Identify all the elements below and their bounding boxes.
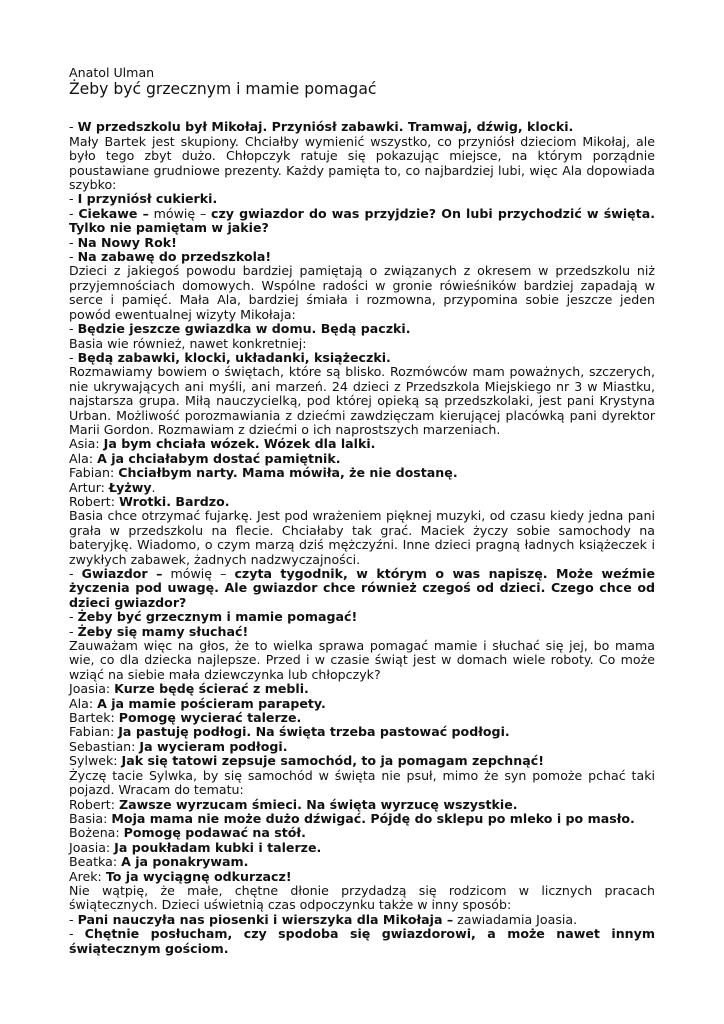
bold-text: Będzie jeszcze gwiazdka w domu. Będą paczki. — [77, 321, 411, 337]
bold-text: W przedszkolu był Mikołaj. Przyniósł zabawki. Tramwaj, dźwig, klocki. — [77, 119, 574, 135]
text-run: Mały Bartek jest skupiony. Chciałby wymienić wszystko, co przyniósł dzieciom Mikołaj, ale było tego zbyt dużo. Chłopczyk ratuje się pokazując miejsce, na którym porządnie poustawiane grudniowe prezenty. Każdy pamięta to, co najbardziej lubi, więc Ala dopowiada szybko: — [69, 133, 655, 193]
text-run: Basia wie również, nawet konkretniej: — [69, 335, 307, 351]
bold-text: Ja poukładam kubki i talerze. — [114, 839, 322, 855]
text-run: - — [69, 623, 78, 639]
bold-text: Ja pastuję podłogi. Na święta trzeba pastować podłogi. — [118, 724, 510, 740]
paragraph — [69, 798, 655, 812]
paragraph — [69, 855, 655, 869]
paragraph — [69, 509, 655, 567]
text-run: - — [69, 911, 78, 927]
text-run: Bożena: — [69, 825, 124, 841]
bold-text: Pani nauczyła nas piosenki i wierszyka dla Mikołaja – — [77, 911, 454, 927]
bold-text: Łyżwy — [108, 479, 152, 495]
text-run: Ala: — [69, 450, 98, 466]
text-run: - — [69, 566, 82, 581]
bold-text: Pomogę wycierać talerze. — [118, 710, 302, 726]
text-run: . — [151, 479, 156, 495]
paragraph — [69, 625, 655, 639]
bold-text: Ja wycieram podłogi. — [139, 738, 288, 754]
paragraph — [69, 337, 655, 351]
text-run: - — [69, 205, 79, 221]
paragraph — [69, 207, 655, 236]
paragraph — [69, 351, 655, 365]
paragraph — [69, 192, 655, 206]
paragraph — [69, 812, 655, 826]
bold-text: Ja bym chciała wózek. Wózek dla lalki. — [103, 436, 376, 452]
text-run: - — [69, 234, 78, 250]
paragraph — [69, 365, 655, 437]
paragraph — [69, 711, 655, 725]
paragraph — [69, 120, 655, 134]
bold-text: A ja ponakrywam. — [121, 854, 249, 870]
text-run: - — [69, 321, 78, 337]
text-run: Joasia: — [69, 681, 115, 697]
paragraph — [69, 322, 655, 336]
text-run: Asia: — [69, 436, 104, 452]
bold-text: Na Nowy Rok! — [77, 234, 177, 250]
bold-text: Wrotki. Bardzo. — [119, 493, 230, 509]
bold-text: Kurze będę ścierać z mebli. — [114, 681, 309, 697]
bold-text: To ja wyciągnę odkurzacz! — [105, 868, 292, 884]
paragraph — [69, 884, 655, 913]
bold-text: Moja mama nie może dużo dźwigać. Pójdę do sklepu po mleko i po masło. — [111, 810, 635, 826]
paragraph — [69, 682, 655, 696]
paragraph — [69, 135, 655, 193]
paragraph — [69, 466, 655, 480]
text-run: Robert: — [69, 796, 119, 812]
paragraph — [69, 913, 655, 927]
text-run: Joasia: — [69, 839, 115, 855]
paragraph — [69, 437, 655, 451]
bold-text: czy gwiazdor do was przyjdzie? On lubi przychodzić w święta. Tylko nie pamiętam w jakie? — [69, 205, 655, 236]
text-run: - — [69, 191, 78, 207]
text-run: Dzieci z jakiegoś powodu bardziej pamiętają o związanych z okresem w przedszkolu niż przyjemnościach domowych. Wspólne radości w gronie rówieśników bardziej zapadają w serce i pamięć. Mała Ala, bardziej śmiała i rozmowna, przypomina sobie jeszcze jeden powód ewentualnej wizyty Mikołaja: — [69, 263, 655, 322]
paragraph — [69, 927, 655, 956]
bold-text: I przyniósł cukierki. — [77, 191, 218, 207]
text-run: Nie wątpię, że małe, chętne dłonie przydadzą się rodzicom w licznych pracach świątecznych. Dzieci uświetnią czas odpoczynku także w inny sposób: — [69, 882, 655, 913]
bold-text: A ja mamie pościeram parapety. — [97, 695, 326, 711]
paragraph — [69, 697, 655, 711]
text-run: - — [69, 926, 85, 942]
text-run: mówię – — [162, 566, 235, 581]
text-run: Basia: — [69, 810, 112, 826]
bold-text: czyta tygodnik, w którym o was napiszę. Może weźmie życzenia pod uwagę. Ale gwiazdor chce również czegoś od dzieci. Czego chce od dzieci gwiazdor? — [69, 566, 655, 610]
paragraph — [69, 639, 655, 682]
bold-text: Jak się tatowi zepsuje samochód, to ja pomagam zepchnąć! — [121, 753, 544, 769]
text-run: Życzę tacie Sylwka, by się samochód w święta nie psuł, mimo że syn pomoże pchać taki pojazd. Wracam do tematu: — [69, 767, 655, 798]
paragraph — [69, 754, 655, 768]
text-run: - — [69, 249, 78, 265]
text-run: - — [69, 609, 78, 625]
bold-text: Żeby być grzecznym i mamie pomagać! — [77, 609, 358, 625]
paragraph — [69, 264, 655, 322]
text-run: zawiadamia Joasia. — [453, 911, 578, 927]
bold-text: Zawsze wyrzucam śmieci. Na święta wyrzucę wszystkie. — [119, 796, 518, 812]
text-run: Artur: — [69, 479, 109, 495]
text-run: mówię – — [148, 205, 211, 221]
bold-text: Na zabawę do przedszkola! — [77, 249, 272, 265]
article-body — [69, 120, 655, 956]
bold-text: Pomogę podawać na stół. — [123, 825, 306, 841]
article-title: Żeby być grzecznym i mamie pomagać — [69, 80, 377, 99]
paragraph — [69, 250, 655, 264]
paragraph — [69, 870, 655, 884]
paragraph — [69, 236, 655, 250]
text-run: Fabian: — [69, 724, 119, 740]
bold-text: Chętnie posłucham, czy spodoba się gwiazdorowi, a może nawet innym świątecznym gościom. — [69, 926, 655, 956]
text-run: - — [69, 349, 78, 365]
text-run: Beatka: — [69, 854, 122, 870]
paragraph — [69, 481, 655, 495]
text-run: Bartek: — [69, 710, 119, 726]
bold-text: Żeby się mamy słuchać! — [77, 623, 249, 639]
bold-text: Chciałbym narty. Mama mówiła, że nie dostanę. — [118, 465, 458, 481]
paragraph — [69, 841, 655, 855]
text-run: Fabian: — [69, 465, 119, 481]
text-run: Zauważam więc na głos, że to wielka sprawa pomagać mamie i słuchać się jej, bo mama wie, co dla dziecka najlepsze. Przed i w czasie świąt jest w domach wiele roboty. Co może wziąć na siebie mała dziewczynka lub chłopczyk? — [69, 638, 655, 682]
bold-text: A ja chciałabym dostać pamiętnik. — [97, 450, 341, 466]
text-run: Sebastian: — [69, 738, 140, 754]
paragraph — [69, 740, 655, 754]
paragraph — [69, 567, 655, 610]
paragraph — [69, 826, 655, 840]
author-name: Anatol Ulman — [69, 65, 155, 80]
document-page — [69, 66, 655, 956]
bold-text: Ciekawe – — [78, 205, 149, 221]
text-run: Robert: — [69, 493, 119, 509]
text-run: Basia chce otrzymać fujarkę. Jest pod wrażeniem pięknej muzyki, od czasu kiedy jedna pani grała w przedszkolu na flecie. Chciałaby tak grać. Maciek życzy sobie samochody na bateryjkę. Wiadomo, o czym marzą dziś mężczyźni. Inne dzieci pragną ładnych książeczek i zwykłych zabawek, żadnych nadzwyczajności. — [69, 508, 655, 567]
bold-text: Będą zabawki, klocki, układanki, książeczki. — [77, 349, 391, 365]
paragraph — [69, 725, 655, 739]
paragraph — [69, 495, 655, 509]
text-run: - — [69, 119, 78, 135]
text-run: Ala: — [69, 695, 98, 711]
bold-text: Gwiazdor – — [81, 566, 163, 581]
paragraph — [69, 452, 655, 466]
text-run: Arek: — [69, 868, 106, 884]
paragraph — [69, 769, 655, 798]
text-run: Sylwek: — [69, 753, 122, 769]
text-run: Rozmawiamy bowiem o świętach, które są blisko. Rozmówców mam poważnych, szczerych, nie ukrywających ani myśli, ani marzeń. 24 dzieci z Przedszkola Miejskiego nr 3 w Miastku, najstarsza grupa. Miłą nauczycielką, pod której opieką są przedszkolaki, jest pani Krystyna Urban. Możliwość porozmawiania z dziećmi zawdzięczam kierującej placówką pani dyrektor Marii Gordon. Rozmawiam z dziećmi o ich naprostszych marzeniach. — [69, 364, 655, 437]
paragraph — [69, 610, 655, 624]
